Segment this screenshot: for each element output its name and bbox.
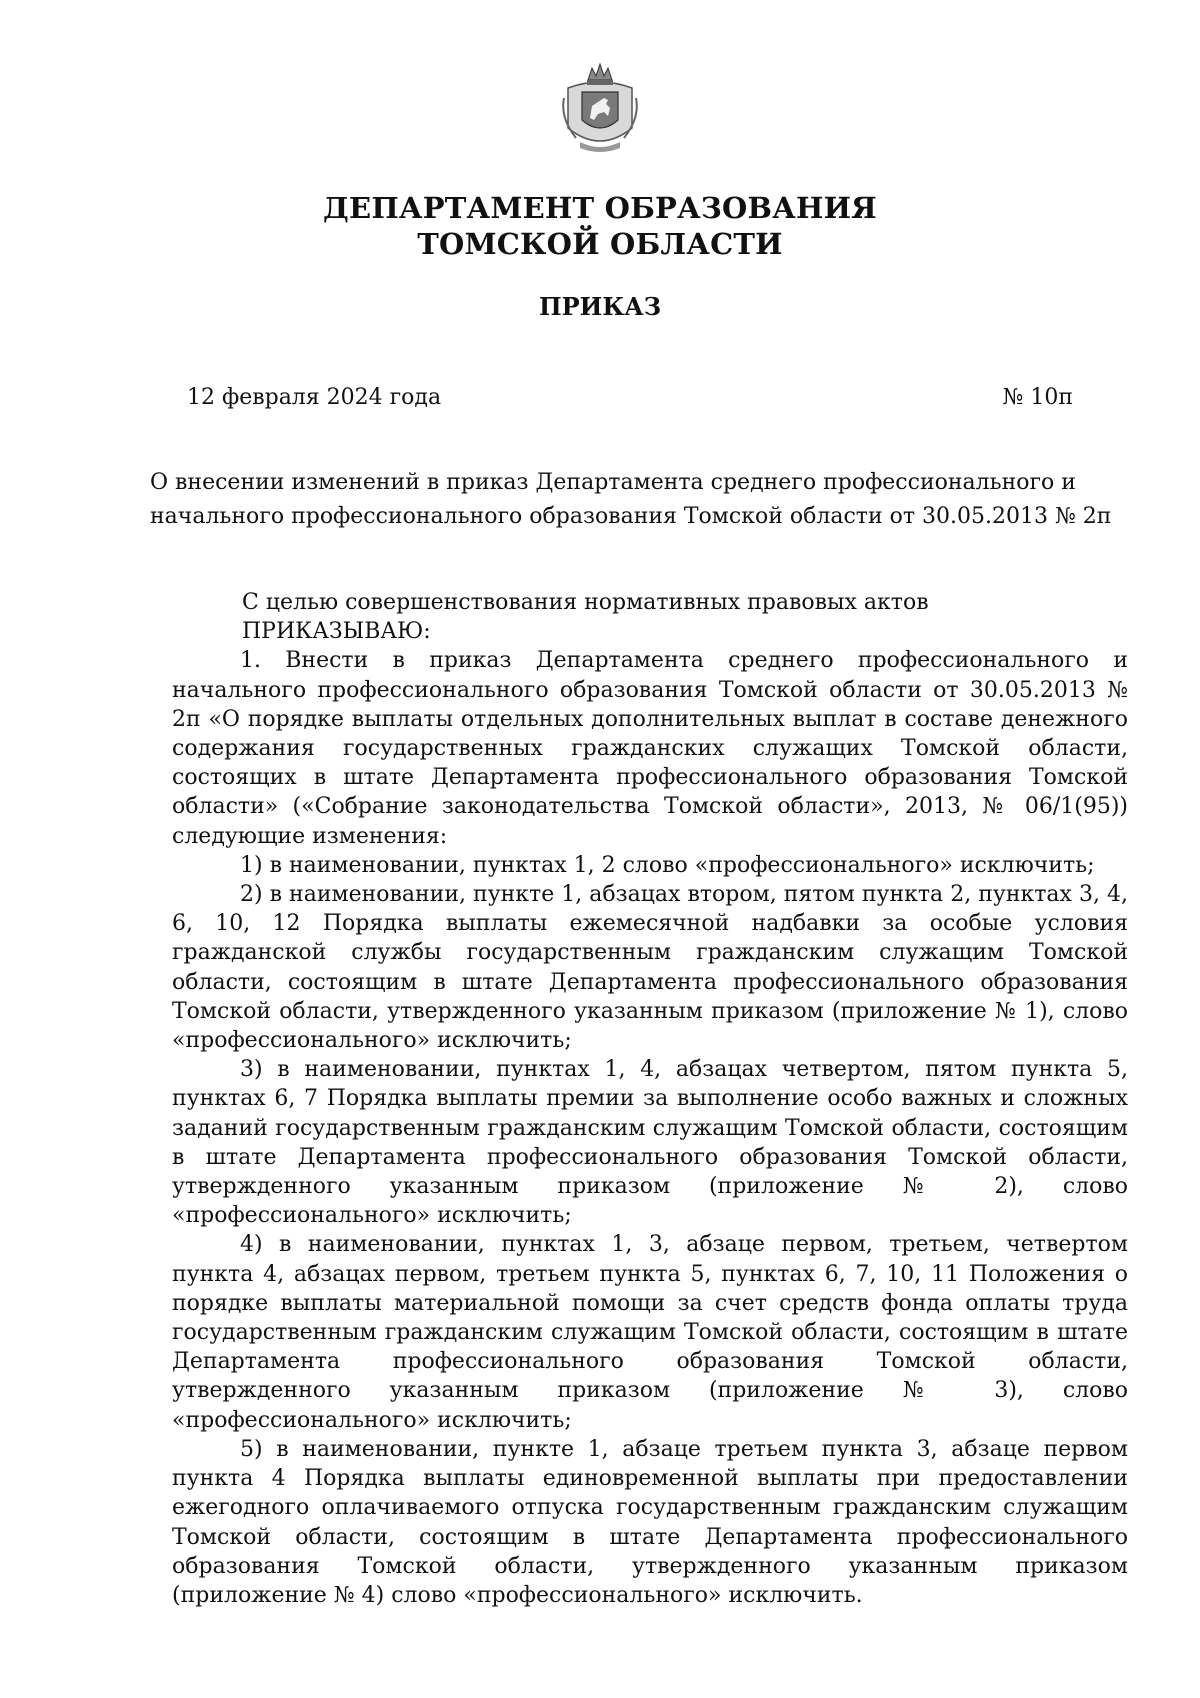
paragraph-subitem-3: 3) в наименовании, пунктах 1, 4, абзацах четвертом, пятом пункта 5, пунктах 6, 7 Порядка выплаты премии за выполнение особо важных и сложных заданий государственным гражданским служащим Томской области, состоящим в штате Департамента профессионального образования Томской области, утвержденного указанным приказом (приложение № 2), слово «профессионального» исключить;: [172, 1057, 1128, 1229]
document-date: 12 февраля 2024 года: [187, 385, 442, 410]
paragraph-subitem-4: 4) в наименовании, пунктах 1, 3, абзаце первом, третьем, четвертом пункта 4, абзацах первом, третьем пункта 5, пунктах 6, 7, 10, 11 Положения о порядке выплаты материальной помощи за счет средств фонда оплаты труда государственным гражданским служащим Томской области, состоящим в штате Департамента профессионального образования Томской области, утвержденного указанным приказом (приложение № 3), слово «профессионального» исключить;: [172, 1232, 1128, 1433]
document-subject: [150, 466, 1112, 534]
organization-title-line-1: ДЕПАРТАМЕНТ ОБРАЗОВАНИЯ: [323, 191, 877, 225]
document-number: № 10п: [1002, 385, 1073, 410]
document-body: [172, 588, 1128, 1610]
subject-line-2: начального профессионального образования Томской области от 30.05.2013 № 2п: [150, 504, 1112, 529]
subject-line-1: О внесении изменений в приказ Департамента среднего профессионального и: [150, 470, 1076, 495]
document-type-heading: ПРИКАЗ: [538, 292, 662, 321]
purpose-statement: С целью совершенствования нормативных правовых актов: [242, 590, 929, 615]
paragraph-item-1: 1. Внести в приказ Департамента среднего профессионального и начального профессионального образования Томской области от 30.05.2013 № 2п «О порядке выплаты отдельных дополнительных выплат в составе денежного содержания государственных гражданских служащих Томской области, состоящих в штате Департамента профессионального образования Томской области» («Собрание законодательства Томской области», 2013, № 06/1(95)) следующие изменения:: [172, 648, 1128, 849]
tomsk-oblast-coat-of-arms-icon: [558, 58, 642, 158]
paragraph-subitem-2: 2) в наименовании, пункте 1, абзацах втором, пятом пункта 2, пунктах 3, 4, 6, 10, 12 Порядка выплаты ежемесячной надбавки за особые условия гражданской службы государственным гражданским служащим Томской области, состоящим в штате Департамента профессионального образования Томской области, утвержденного указанным приказом (приложение № 1), слово «профессионального» исключить;: [172, 882, 1128, 1054]
paragraph-subitem-5: 5) в наименовании, пункте 1, абзаце третьем пункта 3, абзаце первом пункта 4 Порядка выплаты единовременной выплаты при предоставлении ежегодного оплачиваемого отпуска государственным гражданским служащим Томской области, состоящим в штате Департамента профессионального образования Томской области, утвержденного указанным приказом (приложение № 4) слово «профессионального» исключить.: [172, 1436, 1128, 1608]
order-word: ПРИКАЗЫВАЮ:: [242, 619, 431, 645]
paragraph-subitem-1: 1) в наименовании, пунктах 1, 2 слово «профессионального» исключить;: [240, 852, 1095, 878]
organization-title-line-2: ТОМСКОЙ ОБЛАСТИ: [417, 227, 783, 261]
